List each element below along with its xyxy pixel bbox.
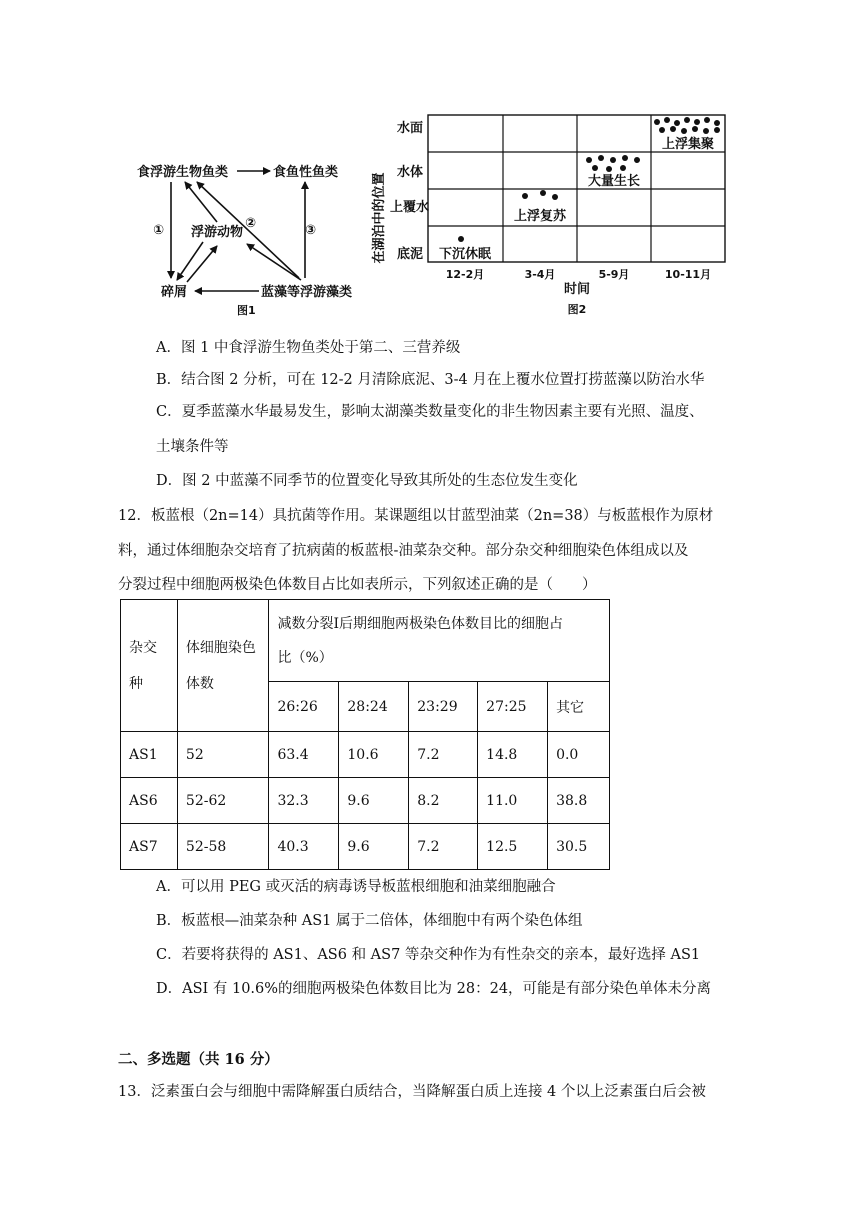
row-label-sediment: 底泥	[397, 247, 424, 262]
table-row	[121, 824, 610, 870]
col-label-may-sep: 5-9月	[598, 268, 630, 281]
figure2-y-axis-label: 在湖泊中的位置	[372, 172, 387, 264]
q11-option-d: D．图 2 中蓝藻不同季节的位置变化导致其所处的生态位发生变化	[156, 473, 578, 489]
cell-label-sink-dormant: 下沉休眠	[438, 247, 492, 262]
header-chromosome-count: 体细胞染色 体数	[177, 600, 269, 732]
row-label-surface: 水面	[397, 121, 424, 136]
figure2-caption: 图2	[567, 303, 587, 316]
cell-value: 14.8	[478, 732, 548, 778]
q11-option-c-line1: C．夏季蓝藻水华最易发生，影响太湖藻类数量变化的非生物因素主要有光照、温度、	[156, 404, 704, 420]
cell-value: 63.4	[269, 732, 339, 778]
q12-stem-line3: 分裂过程中细胞两极染色体数目占比如表所示，下列叙述正确的是（ ）	[118, 577, 597, 593]
cell-label-float-aggregate: 上浮集聚	[661, 137, 715, 152]
cell-value: 7.2	[409, 732, 478, 778]
cell-value: 8.2	[409, 778, 478, 824]
col-label-mar-apr: 3-4月	[524, 268, 556, 281]
algae-dots-surface	[654, 117, 720, 134]
q12-data-table	[120, 599, 610, 870]
cell-value: 30.5	[548, 824, 610, 870]
q11-option-b: B．结合图 2 分析，可在 12-2 月清除底泥、3-4 月在上覆水位置打捞蓝藻以防治水华	[156, 372, 705, 388]
header-ratio: 减数分裂Ⅰ后期细胞两极染色体数目比的细胞占 比（%）	[269, 600, 610, 682]
cell-value: 9.6	[339, 778, 409, 824]
q12-stem-line2: 料，通过体细胞杂交培育了抗病菌的板蓝根-油菜杂交种。部分杂交种细胞染色体组成以及	[118, 543, 689, 559]
q11-option-c-line2: 土壤条件等	[156, 439, 229, 455]
figure2-x-axis-label: 时间	[563, 282, 591, 297]
cell-chrom: 52-62	[177, 778, 269, 824]
table-row	[121, 778, 610, 824]
cell-value: 12.5	[478, 824, 548, 870]
marker-3: ③	[305, 223, 317, 238]
cell-value: 10.6	[339, 732, 409, 778]
q12-stem-line1: 12．板蓝根（2n=14）具抗菌等作用。某课题组以甘蓝型油菜（2n=38）与板蓝根作为原材	[118, 508, 714, 524]
figure1-food-web	[125, 150, 375, 320]
node-zooplankton: 浮游动物	[191, 225, 244, 240]
cell-value: 38.8	[548, 778, 610, 824]
cell-name: AS7	[121, 824, 178, 870]
q12-option-d: D．ASI 有 10.6%的细胞两极染色体数目比为 28：24，可能是有部分染色单体未分离	[156, 981, 712, 997]
row-label-overlying: 上覆水	[390, 200, 430, 215]
q12-option-a: A．可以用 PEG 或灭活的病毒诱导板蓝根细胞和油菜细胞融合	[156, 879, 556, 895]
header-hybrid: 杂交 种	[121, 600, 178, 732]
col-label-dec-feb: 12-2月	[445, 268, 485, 281]
cell-label-float-revive: 上浮复苏	[513, 209, 567, 224]
node-algae: 蓝藻等浮游藻类	[261, 285, 353, 300]
marker-2: ②	[245, 216, 257, 231]
cell-chrom: 52-58	[177, 824, 269, 870]
row-label-water: 水体	[397, 165, 424, 180]
cell-chrom: 52	[177, 732, 269, 778]
figure2-grid-diagram	[365, 110, 735, 320]
node-plankton-fish: 食浮游生物鱼类	[137, 165, 229, 180]
subheader-23-29: 23:29	[409, 682, 478, 732]
node-fish-eating-fish: 食鱼性鱼类	[273, 165, 339, 180]
subheader-28-24: 28:24	[339, 682, 409, 732]
section-title-multiple-choice: 二、多选题（共 16 分）	[118, 1051, 279, 1068]
col-label-oct-nov: 10-11月	[664, 268, 712, 281]
cell-value: 0.0	[548, 732, 610, 778]
cell-name: AS6	[121, 778, 178, 824]
cell-value: 11.0	[478, 778, 548, 824]
q12-option-c: C．若要将获得的 AS1、AS6 和 AS7 等杂交种作为有性杂交的亲本，最好选择 AS1	[156, 947, 701, 963]
figure1-caption: 图1	[237, 304, 256, 317]
q11-option-a: A．图 1 中食浮游生物鱼类处于第二、三营养级	[156, 340, 461, 356]
algae-dots-overlying	[522, 190, 558, 200]
subheader-other: 其它	[548, 682, 610, 732]
cell-name: AS1	[121, 732, 178, 778]
q12-option-b: B．板蓝根—油菜杂种 AS1 属于二倍体，体细胞中有两个染色体组	[156, 913, 583, 929]
subheader-27-25: 27:25	[478, 682, 548, 732]
algae-dots-sediment	[458, 236, 464, 242]
cell-value: 40.3	[269, 824, 339, 870]
q13-stem-line1: 13．泛素蛋白会与细胞中需降解蛋白质结合，当降解蛋白质上连接 4 个以上泛素蛋白后会被	[118, 1084, 706, 1100]
cell-value: 32.3	[269, 778, 339, 824]
algae-dots-water	[586, 155, 640, 172]
subheader-26-26: 26:26	[269, 682, 339, 732]
cell-value: 9.6	[339, 824, 409, 870]
cell-label-mass-growth: 大量生长	[587, 174, 641, 189]
node-detritus: 碎屑	[161, 285, 188, 300]
marker-1: ①	[153, 223, 165, 238]
cell-value: 7.2	[409, 824, 478, 870]
table-row	[121, 732, 610, 778]
